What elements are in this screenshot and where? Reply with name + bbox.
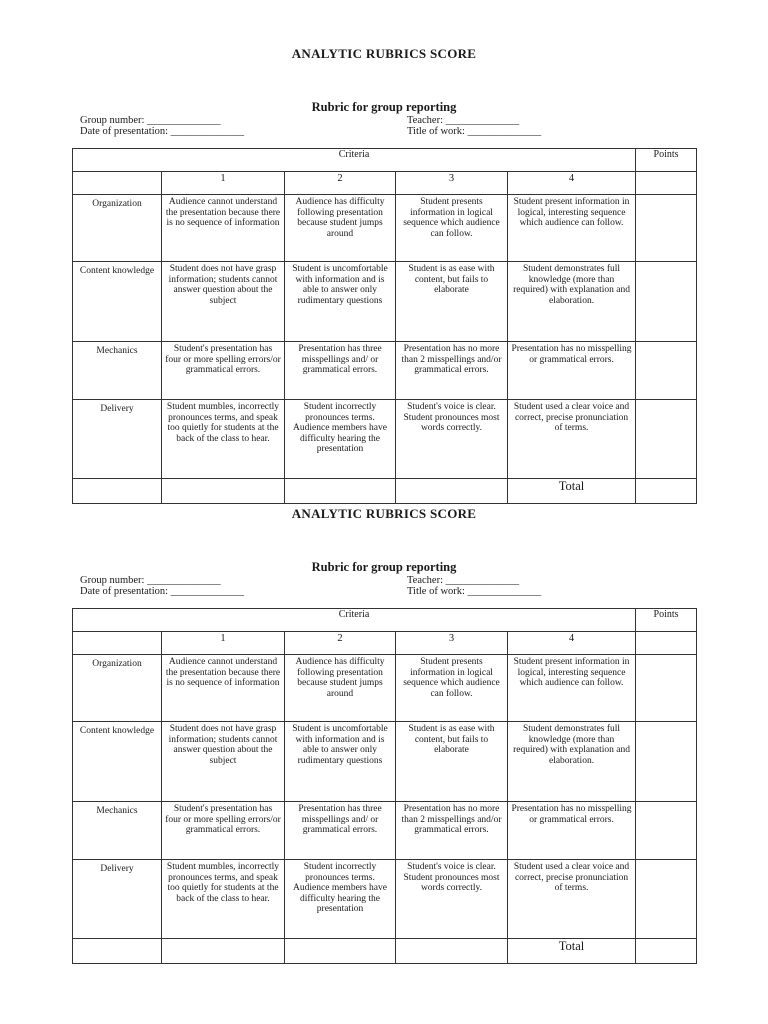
criteria-cell: Presentation has three misspellings and/ or grammatical errors. [285, 342, 396, 400]
rubric-row-mechanics [73, 342, 697, 400]
criteria-cell: Student incorrectly pronounces terms. Audience members have difficulty hearing the presentation [285, 400, 396, 479]
teacher-field: Teacher: ______________ [407, 115, 520, 126]
group-number-field: Group number: ______________ [80, 575, 221, 586]
title-of-work-field: Title of work: ______________ [407, 586, 542, 597]
rubric-table [72, 148, 697, 504]
empty-cell [396, 479, 508, 504]
empty-cell [285, 479, 396, 504]
criteria-cell: Student's voice is clear. Student pronounces most words correctly. [396, 860, 508, 939]
group-number-field: Group number: ______________ [80, 115, 221, 126]
level-header: 4 [508, 172, 636, 195]
criteria-cell: Student does not have grasp information; students cannot answer question about the subject [162, 722, 285, 802]
total-points-cell[interactable] [636, 939, 697, 964]
criteria-cell: Student is as ease with content, but fails to elaborate [396, 722, 508, 802]
criteria-cell: Audience has difficulty following presentation because student jumps around [285, 655, 396, 722]
points-cell [636, 172, 697, 195]
points-cell [636, 342, 697, 400]
criteria-cell: Audience cannot understand the presentation because there is no sequence of information [162, 655, 285, 722]
criteria-cell: Audience has difficulty following presentation because student jumps around [285, 195, 396, 262]
points-cell [636, 802, 697, 860]
criteria-cell: Student used a clear voice and correct, precise pronunciation of terms. [508, 400, 636, 479]
empty-cell [73, 632, 162, 655]
date-of-presentation-field: Date of presentation: ______________ [80, 126, 245, 137]
total-label: Total [508, 479, 636, 504]
rubric-block-2 [72, 506, 696, 953]
criteria-cell: Student's presentation has four or more spelling errors/or grammatical errors. [162, 802, 285, 860]
header-fields [80, 575, 696, 597]
rubric-row-delivery [73, 400, 697, 479]
total-label: Total [508, 939, 636, 964]
level-header: 2 [285, 172, 396, 195]
rubric-row-organization [73, 195, 697, 262]
main-title: ANALYTIC RUBRICS SCORE [291, 506, 477, 521]
empty-cell [285, 939, 396, 964]
row-label: Delivery [73, 400, 162, 479]
criteria-cell: Student is uncomfortable with information and is able to answer only rudimentary questions [285, 722, 396, 802]
criteria-cell: Student's presentation has four or more spelling errors/or grammatical errors. [162, 342, 285, 400]
level-header: 3 [396, 632, 508, 655]
criteria-cell: Student presents information in logical sequence which audience can follow. [396, 195, 508, 262]
points-header: Points [636, 149, 697, 172]
empty-cell [162, 479, 285, 504]
level-header-row [73, 632, 697, 655]
criteria-header-row [73, 609, 697, 632]
points-cell [636, 860, 697, 939]
points-cell [636, 400, 697, 479]
criteria-cell: Student demonstrates full knowledge (more than required) with explanation and elaboration. [508, 722, 636, 802]
criteria-cell: Student presents information in logical sequence which audience can follow. [396, 655, 508, 722]
level-header: 2 [285, 632, 396, 655]
row-label: Mechanics [73, 342, 162, 400]
rubric-table [72, 608, 697, 964]
rubric-row-delivery [73, 860, 697, 939]
points-cell [636, 195, 697, 262]
teacher-field: Teacher: ______________ [407, 575, 520, 586]
criteria-cell: Student present information in logical, interesting sequence which audience can follow. [508, 655, 636, 722]
level-header: 1 [162, 172, 285, 195]
criteria-cell: Student mumbles, incorrectly pronounces terms, and speak too quietly for students at the back of the class to hear. [162, 400, 285, 479]
sub-title: Rubric for group reporting [311, 100, 457, 114]
rubric-row-organization [73, 655, 697, 722]
empty-cell [73, 172, 162, 195]
row-label: Organization [73, 195, 162, 262]
points-cell [636, 722, 697, 802]
header-fields [80, 115, 696, 137]
criteria-cell: Student's voice is clear. Student pronounces most words correctly. [396, 400, 508, 479]
rubric-row-content-knowledge [73, 722, 697, 802]
criteria-cell: Student is as ease with content, but fails to elaborate [396, 262, 508, 342]
row-label: Delivery [73, 860, 162, 939]
level-header: 1 [162, 632, 285, 655]
points-cell [636, 655, 697, 722]
criteria-header: Criteria [73, 609, 636, 632]
empty-cell [73, 939, 162, 964]
criteria-cell: Presentation has no more than 2 misspellings and/or grammatical errors. [396, 802, 508, 860]
criteria-cell: Presentation has no more than 2 misspellings and/or grammatical errors. [396, 342, 508, 400]
criteria-cell: Student is uncomfortable with information and is able to answer only rudimentary questions [285, 262, 396, 342]
criteria-cell: Student incorrectly pronounces terms. Audience members have difficulty hearing the presentation [285, 860, 396, 939]
total-points-cell[interactable] [636, 479, 697, 504]
title-of-work-field: Title of work: ______________ [407, 126, 542, 137]
rubric-row-mechanics [73, 802, 697, 860]
points-cell [636, 262, 697, 342]
date-of-presentation-field: Date of presentation: ______________ [80, 586, 245, 597]
empty-cell [396, 939, 508, 964]
total-row [73, 479, 697, 504]
criteria-cell: Student does not have grasp information; students cannot answer question about the subject [162, 262, 285, 342]
main-title: ANALYTIC RUBRICS SCORE [291, 46, 477, 61]
points-cell [636, 632, 697, 655]
empty-cell [162, 939, 285, 964]
criteria-cell: Presentation has three misspellings and/ or grammatical errors. [285, 802, 396, 860]
row-label: Content knowledge [73, 262, 162, 342]
total-row [73, 939, 697, 964]
level-header: 4 [508, 632, 636, 655]
level-header: 3 [396, 172, 508, 195]
rubric-block-1 [72, 46, 696, 493]
row-label: Organization [73, 655, 162, 722]
criteria-cell: Student used a clear voice and correct, precise pronunciation of terms. [508, 860, 636, 939]
sub-title: Rubric for group reporting [311, 560, 457, 574]
criteria-header: Criteria [73, 149, 636, 172]
row-label: Content knowledge [73, 722, 162, 802]
criteria-cell: Audience cannot understand the presentation because there is no sequence of information [162, 195, 285, 262]
criteria-cell: Student demonstrates full knowledge (more than required) with explanation and elaboration. [508, 262, 636, 342]
empty-cell [73, 479, 162, 504]
row-label: Mechanics [73, 802, 162, 860]
criteria-header-row [73, 149, 697, 172]
level-header-row [73, 172, 697, 195]
criteria-cell: Student present information in logical, interesting sequence which audience can follow. [508, 195, 636, 262]
criteria-cell: Student mumbles, incorrectly pronounces terms, and speak too quietly for students at the back of the class to hear. [162, 860, 285, 939]
criteria-cell: Presentation has no misspelling or grammatical errors. [508, 342, 636, 400]
points-header: Points [636, 609, 697, 632]
criteria-cell: Presentation has no misspelling or grammatical errors. [508, 802, 636, 860]
rubric-row-content-knowledge [73, 262, 697, 342]
